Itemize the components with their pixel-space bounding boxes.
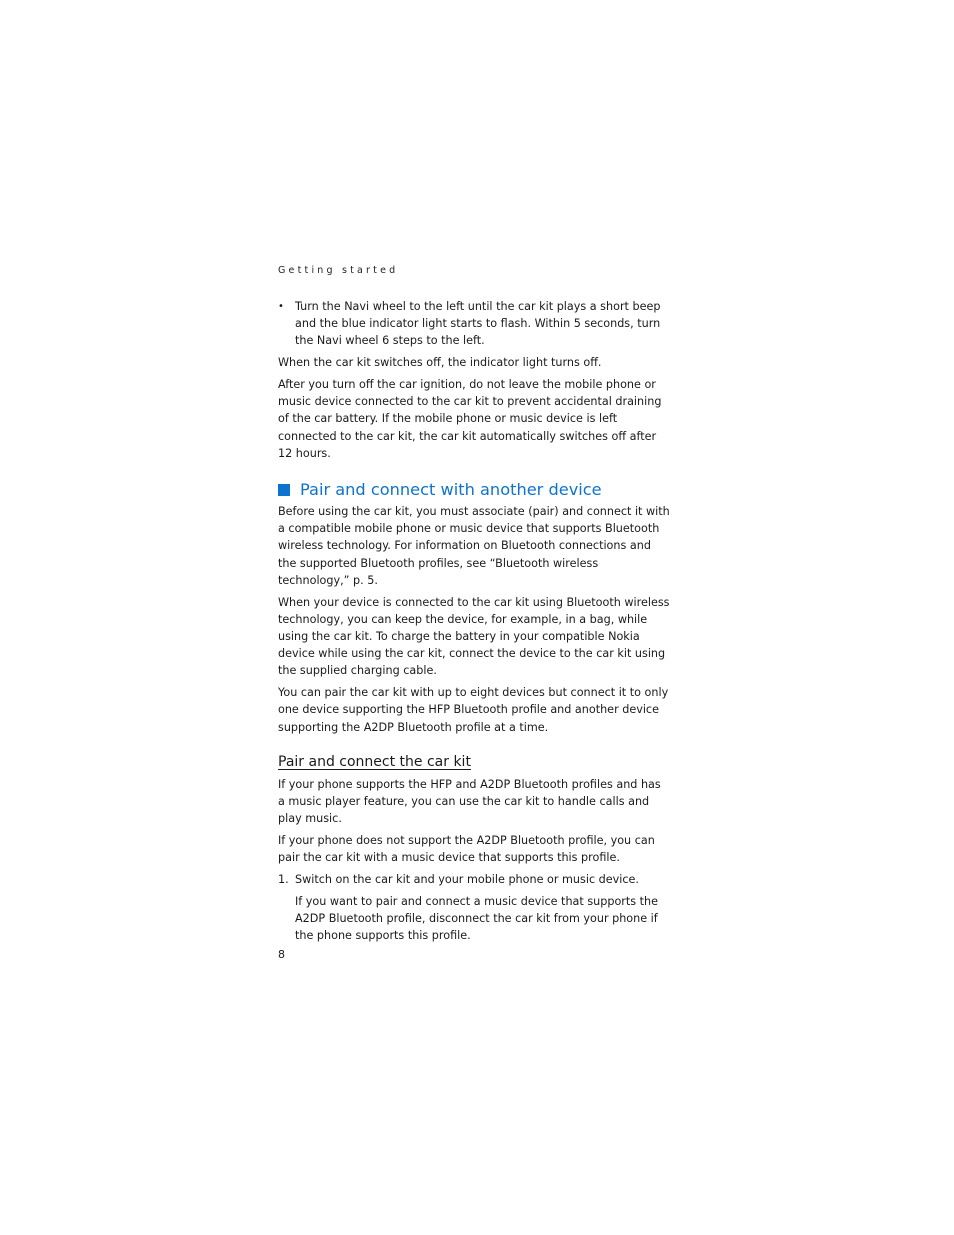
bullet-mark: •	[278, 301, 284, 312]
paragraph-device-limits: You can pair the car kit with up to eight devices but connect it to only one device supporting the HFP Bluetooth profile and another device supporting the A2DP Bluetooth profile at a time.	[278, 686, 669, 734]
bullet-text: Turn the Navi wheel to the left until the car kit plays a short beep and the blue indicator light starts to flash. Within 5 seconds, turn the Navi wheel 6 steps to the left.	[295, 300, 661, 348]
section-title: Pair and connect with another device	[300, 480, 602, 500]
section-heading	[278, 480, 670, 500]
step-number: 1.	[278, 873, 289, 887]
subsection-title: Pair and connect the car kit	[278, 753, 471, 770]
paragraph-connected-usage: When your device is connected to the car kit using Bluetooth wireless technology, you can keep the device, for example, in a bag, while using the car kit. To charge the battery in your compatible Nokia device while using the car kit, connect the device to the car kit using the supplied charging cable.	[278, 595, 670, 678]
bullet-item	[278, 298, 670, 350]
running-header: Getting started	[278, 265, 399, 276]
page-content	[278, 298, 670, 949]
page-number: 8	[278, 948, 285, 961]
paragraph-indicator-off: When the car kit switches off, the indicator light turns off.	[278, 356, 602, 370]
section-square-icon	[278, 484, 290, 496]
paragraph-hfp-a2dp: If your phone supports the HFP and A2DP Bluetooth profiles and has a music player feature, you can use the car kit to handle calls and play music.	[278, 777, 661, 826]
paragraph-ignition-warning: After you turn off the car ignition, do not leave the mobile phone or music device connected to the car kit to prevent accidental draining of the car battery. If the mobile phone or music device is left connected to the car kit, the car kit automatically switches off after 12 hours.	[278, 378, 662, 460]
step-text: Switch on the car kit and your mobile phone or music device.	[295, 873, 639, 887]
paragraph-pairing-intro: Before using the car kit, you must associate (pair) and connect it with a compatible mobile phone or music device that supports Bluetooth wireless technology. For information on Bluetooth connections and the supported Bluetooth profiles, see “Bluetooth wireless technology,” p. 5.	[278, 505, 670, 587]
step-note: If you want to pair and connect a music device that supports the A2DP Bluetooth profile, disconnect the car kit from your phone if the phone supports this profile.	[295, 894, 659, 943]
paragraph-no-a2dp: If your phone does not support the A2DP Bluetooth profile, you can pair the car kit with a music device that supports this profile.	[278, 834, 655, 865]
step-item	[278, 871, 670, 888]
